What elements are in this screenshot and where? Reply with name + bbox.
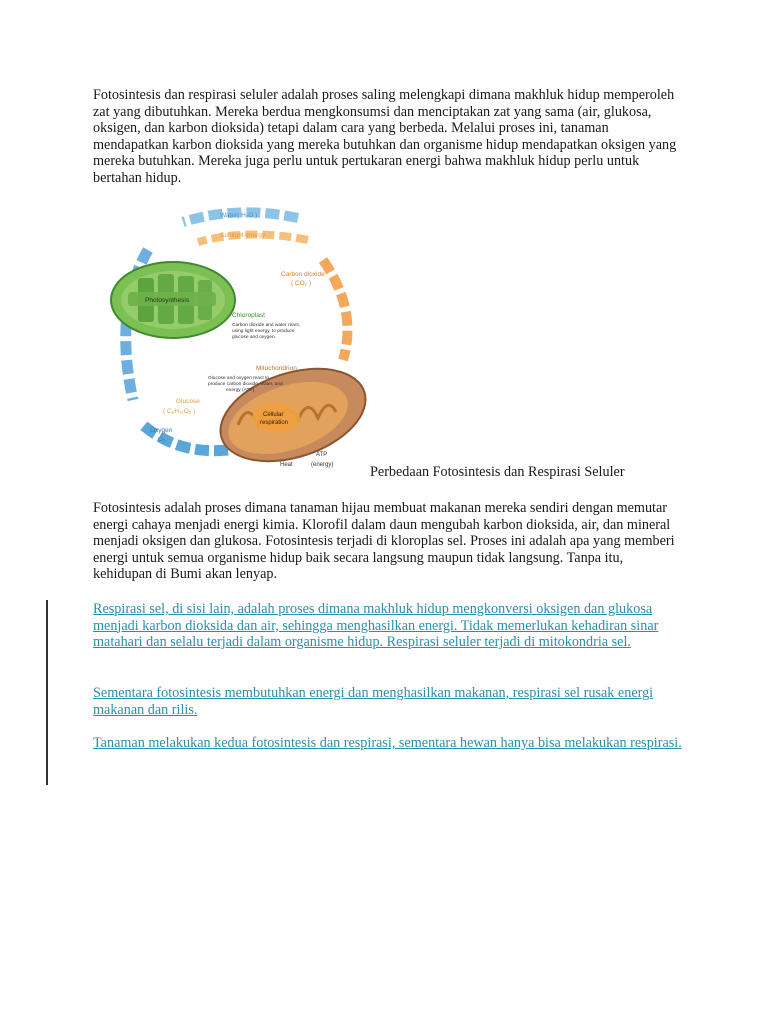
cellular-label-1: Cellular bbox=[263, 412, 284, 418]
photosynthesis-label: Photosynthesis bbox=[145, 297, 190, 304]
co2-title-label: Carbon dioxide bbox=[281, 271, 325, 278]
atp-label-1: ATP bbox=[316, 452, 328, 458]
water-label: Water( H₂O ) bbox=[220, 212, 258, 219]
comparison-link[interactable]: Sementara fotosintesis membutuhkan energi dan menghasilkan makanan, respirasi sel rusak energi makanan dan rilis. bbox=[93, 685, 654, 718]
plants-animals-link[interactable]: Tanaman melakukan kedua fotosintesis dan respirasi, sementara hewan hanya bisa melakukan respirasi. bbox=[93, 735, 682, 751]
cellular-label-2: respiration bbox=[260, 420, 289, 426]
chloroplast-label: Chloroplast bbox=[232, 312, 265, 319]
atp-label-2: (energy) bbox=[311, 462, 334, 468]
mito-desc-2: produce carbon dioxide, water, and bbox=[208, 382, 283, 387]
chloroplast-desc-1: Carbon dioxide and water react, bbox=[232, 323, 300, 328]
figure-caption: Perbedaan Fotosintesis dan Respirasi Seluler bbox=[370, 464, 625, 480]
chloroplast-desc-3: glucose and oxygen. bbox=[232, 335, 277, 340]
glucose-label: Glucose bbox=[176, 398, 200, 405]
chloroplast-desc-2: using light energy, to produce bbox=[232, 329, 295, 334]
mito-desc-1: Glucose and oxygen react to bbox=[208, 376, 270, 381]
cycle-diagram-svg bbox=[108, 200, 368, 475]
respiration-link[interactable]: Respirasi sel, di sisi lain, adalah proses dimana makhluk hidup mengkonversi oksigen dan glukosa menjadi karbon dioksida dan air, sehingga menghasilkan energi. Tidak memerlukan kehadiran sinar matahari dan selalu terjadi dalam organisme hidup. Respirasi seluler terjadi di mitokondria sel. bbox=[93, 601, 659, 651]
co2-arrow bbox=[323, 260, 348, 360]
mito-desc-3: energy (ATP). bbox=[226, 388, 256, 393]
heat-label: Heat bbox=[280, 462, 293, 468]
photosynthesis-respiration-cycle-diagram bbox=[108, 200, 368, 475]
sunlight-label: Sunlight energy bbox=[220, 232, 266, 239]
oxygen-label: Oxygen bbox=[150, 427, 173, 434]
glucose-formula-label: ( C₆H₁₂O₆ ) bbox=[163, 408, 196, 415]
mitochondrion-label: Mitochondrion bbox=[256, 365, 297, 372]
change-bar bbox=[46, 600, 48, 785]
photosynthesis-paragraph: Fotosintesis adalah proses dimana tanaman hijau membuat makanan mereka sendiri dengan memutar energi cahaya menjadi energi kimia. Klorofil dalam daun mengubah karbon dioksida, air, dan mineral menjadi oksigen dan glukosa. Fotosintesis terjadi di kloroplas sel. Proses ini adalah apa yang memberi energi untuk semua organisme hidup baik secara langsung maupun tidak langsung. Tanpa itu, kehidupan di Bumi akan lenyap. bbox=[93, 500, 675, 583]
intro-paragraph: Fotosintesis dan respirasi seluler adalah proses saling melengkapi dimana makhluk hidup memperoleh zat yang dibutuhkan. Mereka berdua mengkonsumsi dan menciptakan zat yang sama (air, glukosa, oksigen, dan karbon dioksida) tetapi dalam cara yang berbeda. Melalui proses ini, tanaman mendapatkan karbon dioksida yang mereka butuhkan dan organisme hidup mendapatkan oksigen yang mereka butuhkan. Mereka juga perlu untuk pertukaran energi bahwa makhluk hidup perlu untuk bertahan hidup. bbox=[93, 87, 677, 186]
oxygen-formula-label: O₂ bbox=[158, 436, 166, 443]
co2-formula-label: ( CO₂ ) bbox=[291, 280, 312, 287]
